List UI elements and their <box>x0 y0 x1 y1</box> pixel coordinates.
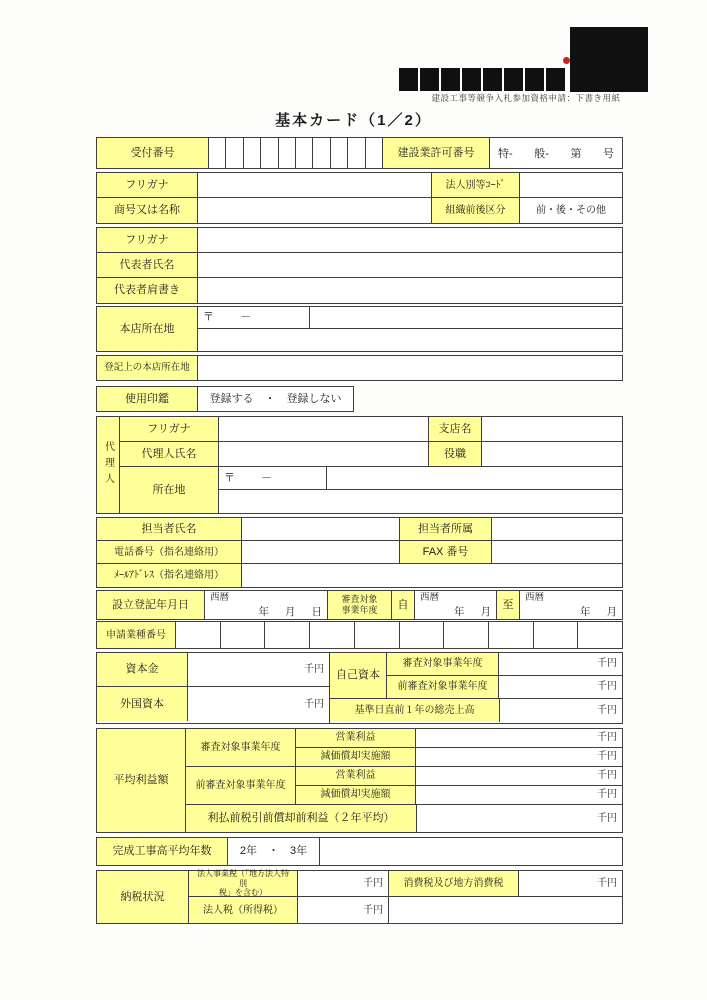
digit-box[interactable] <box>209 138 226 168</box>
org-division-options[interactable]: 前・後・その他 <box>536 205 606 216</box>
digit-box[interactable] <box>348 138 365 168</box>
total-sales-label: 基準日直前１年の総売上高 <box>330 699 500 722</box>
contact-dept-label: 担当者所属 <box>400 518 492 540</box>
company-table <box>96 172 623 224</box>
to-label: 至 <box>497 591 520 619</box>
depreciation-previous-field[interactable] <box>416 786 622 804</box>
corp-tax-label: 法人税（所得税） <box>189 897 298 923</box>
unit-label: 千円 <box>597 751 617 763</box>
contact-table <box>96 517 623 588</box>
depreciation-label: 減価償却実施額 <box>296 786 416 804</box>
equity-current-field[interactable] <box>499 653 622 675</box>
contact-fax-label: FAX 番号 <box>400 541 492 563</box>
contact-tel-label: 電話番号（指名連絡用） <box>97 541 242 563</box>
redaction-square <box>483 68 502 91</box>
completed-works-options[interactable]: 2年 ・ 3年 <box>228 838 320 865</box>
head-office-table <box>96 306 623 352</box>
industry-box[interactable] <box>265 622 310 648</box>
red-dot-mark <box>563 57 570 64</box>
unit-label: 千円 <box>363 878 383 889</box>
construction-license-label: 建設業許可番号 <box>382 138 490 168</box>
registered-office-table <box>96 355 623 381</box>
day-label: 日 <box>311 605 322 618</box>
redaction-block-row <box>399 68 569 91</box>
seireki-label: 西暦 <box>210 592 230 603</box>
industry-box[interactable] <box>578 622 622 648</box>
unit-label: 千円 <box>363 904 383 916</box>
postal-dash: － <box>261 471 272 484</box>
unit-label: 千円 <box>597 878 617 889</box>
agent-name-field[interactable] <box>219 442 429 466</box>
digit-box[interactable] <box>226 138 243 168</box>
foreign-capital-label: 外国資本 <box>97 687 188 721</box>
tax-status-label: 納税状況 <box>97 871 189 923</box>
company-name-field[interactable] <box>198 198 432 223</box>
redaction-square <box>462 68 481 91</box>
completed-works-table <box>96 837 623 866</box>
ebitda-field[interactable] <box>417 805 622 832</box>
digit-box[interactable] <box>244 138 261 168</box>
consumption-tax-label: 消費税及び地方消費税 <box>389 871 519 896</box>
license-han: 般- <box>534 148 549 160</box>
industry-number-boxes <box>176 622 622 648</box>
rep-title-field[interactable] <box>198 278 622 303</box>
total-sales-field[interactable] <box>500 699 622 722</box>
unit-label: 千円 <box>597 770 617 782</box>
digit-box[interactable] <box>279 138 296 168</box>
profit-current-label: 審査対象事業年度 <box>186 729 296 766</box>
rep-name-field[interactable] <box>198 253 622 277</box>
operating-profit-current-field[interactable] <box>416 729 622 747</box>
equity-label: 自己資本 <box>330 653 387 698</box>
equity-previous-label: 前審査対象事業年度 <box>387 676 499 698</box>
corp-code-field[interactable] <box>520 173 622 197</box>
industry-box[interactable] <box>489 622 534 648</box>
operating-profit-label: 営業利益 <box>296 767 416 785</box>
consumption-tax-field[interactable] <box>519 871 622 896</box>
agent-address-label: 所在地 <box>120 467 219 513</box>
unit-label: 千円 <box>597 789 617 801</box>
year-label: 年 <box>454 605 465 618</box>
month-label: 月 <box>480 605 491 618</box>
contact-tel-field[interactable] <box>242 541 400 563</box>
unit-label: 千円 <box>597 732 617 744</box>
industry-box[interactable] <box>444 622 489 648</box>
contact-name-field[interactable] <box>242 518 400 540</box>
reception-table <box>96 137 623 169</box>
license-go: 号 <box>602 148 614 160</box>
capital-table <box>96 652 623 724</box>
seireki-label: 西暦 <box>525 592 545 603</box>
industry-box[interactable] <box>400 622 445 648</box>
redaction-square <box>420 68 439 91</box>
establishment-label: 設立登記年月日 <box>97 591 205 619</box>
postal-mark: 〒 <box>203 311 214 324</box>
year-label: 年 <box>258 605 269 618</box>
contact-mail-field[interactable] <box>242 564 622 587</box>
agent-furigana-label: フリガナ <box>120 417 219 441</box>
head-office-address-field-2[interactable] <box>198 329 622 351</box>
capital-label: 資本金 <box>97 653 188 686</box>
redaction-square <box>441 68 460 91</box>
registered-office-field[interactable] <box>198 356 622 380</box>
operating-profit-previous-field[interactable] <box>416 767 622 785</box>
postal-dash: － <box>240 311 251 324</box>
tax-table <box>96 870 623 924</box>
industry-box[interactable] <box>534 622 579 648</box>
unit-label: 千円 <box>597 658 617 670</box>
redaction-square <box>399 68 418 91</box>
review-fiscal-year-label: 審査対象 事業年度 <box>328 591 392 619</box>
page-title: 基本カード（1／2） <box>275 112 432 129</box>
from-label: 自 <box>392 591 415 619</box>
agent-address-field-1[interactable] <box>327 467 622 489</box>
redaction-block-large <box>570 27 648 92</box>
license-dai: 第 <box>570 148 582 160</box>
industry-box[interactable] <box>221 622 266 648</box>
agent-label: 代理人 <box>97 417 120 513</box>
profit-table <box>96 728 623 833</box>
postal-mark: 〒 <box>224 471 235 484</box>
seal-table <box>96 386 354 412</box>
establishment-date-field[interactable] <box>205 591 328 619</box>
digit-box[interactable] <box>313 138 330 168</box>
contact-name-label: 担当者氏名 <box>97 518 242 540</box>
redaction-square <box>504 68 523 91</box>
agent-branch-field[interactable] <box>482 417 622 441</box>
fiscal-from-field[interactable] <box>415 591 497 619</box>
industry-table <box>96 621 623 649</box>
reception-number-label: 受付番号 <box>97 138 209 168</box>
unit-label: 千円 <box>597 705 617 716</box>
agent-name-label: 代理人氏名 <box>120 442 219 466</box>
seal-label: 使用印鑑 <box>97 387 198 411</box>
month-label: 月 <box>606 605 617 618</box>
rep-furigana-label: フリガナ <box>97 228 198 252</box>
capital-field[interactable] <box>188 653 329 686</box>
head-office-address-field-1[interactable] <box>310 307 622 328</box>
corp-code-label: 法人別等ｺｰﾄﾞ <box>432 173 520 197</box>
tax-empty-field[interactable] <box>389 897 622 923</box>
completed-works-field[interactable] <box>320 838 622 865</box>
depreciation-label: 減価償却実施額 <box>296 748 416 766</box>
industry-number-label: 申請業種番号 <box>97 622 176 648</box>
form-caption: 建設工事等競争入札参加資格申請：下書き用紙 <box>431 93 621 103</box>
seal-options[interactable]: 登録する ・ 登録しない <box>209 392 342 405</box>
head-office-postal-field[interactable] <box>198 307 310 328</box>
company-furigana-label: フリガナ <box>97 173 198 197</box>
unit-label: 千円 <box>597 681 617 693</box>
operating-profit-label: 営業利益 <box>296 729 416 747</box>
contact-fax-field[interactable] <box>492 541 622 563</box>
ebitda-label: 利払前税引前償却前利益（２年平均） <box>186 805 417 832</box>
agent-branch-label: 支店名 <box>429 417 482 441</box>
industry-box[interactable] <box>176 622 221 648</box>
completed-works-label: 完成工事高平均年数 <box>97 838 228 865</box>
redaction-square <box>525 68 544 91</box>
depreciation-current-field[interactable] <box>416 748 622 766</box>
construction-license-field[interactable] <box>490 138 622 168</box>
industry-box[interactable] <box>355 622 400 648</box>
digit-box[interactable] <box>366 138 382 168</box>
rep-furigana-field[interactable] <box>198 228 622 252</box>
contact-mail-label: ﾒｰﾙｱﾄﾞﾚｽ（指名連絡用） <box>97 564 242 587</box>
equity-current-label: 審査対象事業年度 <box>387 653 499 675</box>
fiscal-to-field[interactable] <box>520 591 622 619</box>
month-label: 月 <box>285 605 296 618</box>
representative-table <box>96 227 623 304</box>
digit-box[interactable] <box>261 138 278 168</box>
registered-office-label: 登記上の本店所在地 <box>97 356 198 380</box>
unit-label: 千円 <box>304 698 324 710</box>
average-profit-label: 平均利益額 <box>97 729 186 832</box>
establishment-table <box>96 590 623 620</box>
digit-box[interactable] <box>331 138 348 168</box>
rep-name-label: 代表者氏名 <box>97 253 198 277</box>
contact-dept-field[interactable] <box>492 518 622 540</box>
digit-box[interactable] <box>296 138 313 168</box>
license-toku: 特- <box>498 148 513 160</box>
agent-table <box>96 416 623 514</box>
head-office-label: 本店所在地 <box>97 307 198 351</box>
unit-label: 千円 <box>304 664 324 675</box>
corp-tax-field[interactable] <box>298 897 389 923</box>
rep-title-label: 代表者肩書き <box>97 278 198 303</box>
agent-address-field-2[interactable] <box>219 490 622 513</box>
company-name-label: 商号又は名称 <box>97 198 198 223</box>
year-label: 年 <box>580 605 591 618</box>
industry-box[interactable] <box>310 622 355 648</box>
equity-previous-field[interactable] <box>499 676 622 698</box>
foreign-capital-field[interactable] <box>188 687 329 721</box>
profit-previous-label: 前審査対象事業年度 <box>186 767 296 804</box>
corp-business-tax-field[interactable] <box>298 871 389 896</box>
agent-position-field[interactable] <box>482 442 622 466</box>
seireki-label: 西暦 <box>420 592 440 603</box>
org-division-label: 組織前後区分 <box>432 198 520 223</box>
unit-label: 千円 <box>597 813 617 824</box>
redaction-square <box>546 68 565 91</box>
form-body <box>96 137 623 924</box>
agent-position-label: 役職 <box>429 442 482 466</box>
corp-business-tax-label: 法人事業税（「地方法人特別 税」を含む） <box>189 871 298 896</box>
company-furigana-field[interactable] <box>198 173 432 197</box>
agent-postal-field[interactable] <box>219 467 327 489</box>
reception-number-boxes <box>209 138 382 168</box>
agent-furigana-field[interactable] <box>219 417 429 441</box>
